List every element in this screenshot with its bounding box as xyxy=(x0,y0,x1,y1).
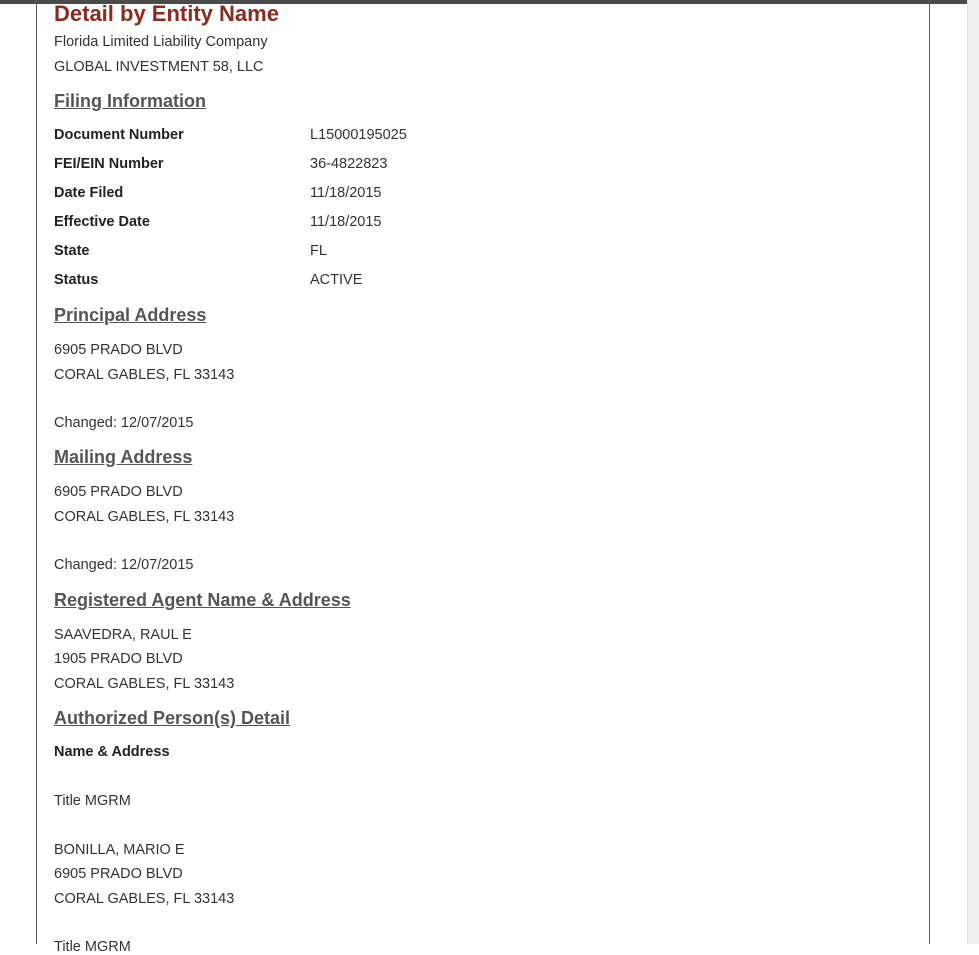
registered-agent-name: SAAVEDRA, RAUL E xyxy=(54,627,192,643)
authorized-person-line1: 6905 PRADO BLVD xyxy=(54,866,183,882)
registered-agent-line1: 1905 PRADO BLVD xyxy=(54,651,183,667)
status-label: Status xyxy=(54,272,99,288)
vertical-scrollbar[interactable] xyxy=(967,0,979,944)
mailing-address-line2: CORAL GABLES, FL 33143 xyxy=(54,509,235,525)
principal-address-line1: 6905 PRADO BLVD xyxy=(54,342,183,358)
registered-agent-heading: Registered Agent Name & Address xyxy=(54,590,351,610)
document-number-value: L15000195025 xyxy=(310,127,407,143)
mailing-address-heading: Mailing Address xyxy=(54,447,193,467)
authorized-person-title: Title MGRM xyxy=(54,939,131,955)
name-address-subheading: Name & Address xyxy=(54,744,170,760)
principal-address-line2: CORAL GABLES, FL 33143 xyxy=(54,367,235,383)
page-title: Detail by Entity Name xyxy=(54,1,279,26)
state-label: State xyxy=(54,243,90,259)
state-value: FL xyxy=(310,243,327,259)
authorized-person-title: Title MGRM xyxy=(54,793,131,809)
entity-name: GLOBAL INVESTMENT 58, LLC xyxy=(54,59,264,75)
mailing-address-line1: 6905 PRADO BLVD xyxy=(54,484,183,500)
principal-address-heading: Principal Address xyxy=(54,305,207,325)
date-filed-value: 11/18/2015 xyxy=(310,185,382,201)
principal-address-changed: Changed: 12/07/2015 xyxy=(54,415,194,431)
fei-ein-number-label: FEI/EIN Number xyxy=(54,156,164,172)
authorized-persons-heading: Authorized Person(s) Detail xyxy=(54,708,291,728)
status-value: ACTIVE xyxy=(310,272,363,288)
fei-ein-number-value: 36-4822823 xyxy=(310,156,388,172)
authorized-person-name: BONILLA, MARIO E xyxy=(54,842,185,858)
entity-type: Florida Limited Liability Company xyxy=(54,34,268,50)
mailing-address-changed: Changed: 12/07/2015 xyxy=(54,557,194,573)
effective-date-value: 11/18/2015 xyxy=(310,214,382,230)
effective-date-label: Effective Date xyxy=(54,214,150,230)
detail-panel xyxy=(36,0,930,955)
registered-agent-line2: CORAL GABLES, FL 33143 xyxy=(54,676,235,692)
filing-information-heading: Filing Information xyxy=(54,91,206,111)
authorized-person-line2: CORAL GABLES, FL 33143 xyxy=(54,891,235,907)
date-filed-label: Date Filed xyxy=(54,185,124,201)
document-number-label: Document Number xyxy=(54,127,184,143)
